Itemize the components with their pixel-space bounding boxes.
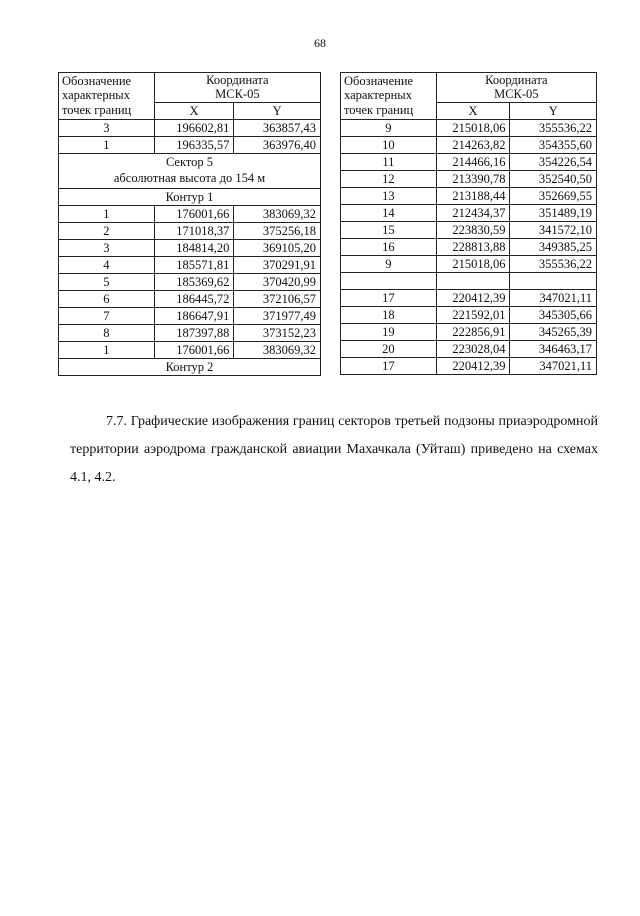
- cell-point: 1: [59, 205, 155, 222]
- cell-point: 20: [341, 340, 437, 357]
- cell-x: 171018,37: [154, 222, 234, 239]
- cell-point: 9: [341, 119, 437, 136]
- cell-x: 186445,72: [154, 290, 234, 307]
- cell-point: 7: [59, 307, 155, 324]
- empty-cell: [510, 272, 597, 289]
- header-label-line: характерных: [62, 88, 130, 103]
- header-label-line: характерных: [344, 88, 412, 103]
- cell-y: 363857,43: [234, 119, 321, 136]
- table-row: [59, 136, 321, 153]
- cell-y: 383069,32: [234, 205, 321, 222]
- cell-x: 213390,78: [436, 170, 510, 187]
- cell-y: 352540,50: [510, 170, 597, 187]
- table-row: [341, 357, 597, 374]
- cell-point: 1: [59, 341, 155, 358]
- table-row: [59, 256, 321, 273]
- paragraph-7-7: [70, 408, 598, 492]
- section-heading-line: абсолютная высота до 154 м: [113, 170, 266, 185]
- empty-cell: [341, 272, 437, 289]
- header-label-line: точек границ: [62, 102, 132, 117]
- header-coord-line: Координата: [206, 73, 269, 87]
- section-heading: [59, 188, 321, 205]
- paragraph-number: 7.7.: [106, 414, 127, 429]
- cell-point: 5: [59, 273, 155, 290]
- cell-y: 355536,22: [510, 119, 597, 136]
- table-row: [341, 340, 597, 357]
- cell-point: 18: [341, 306, 437, 323]
- cell-point: 8: [59, 324, 155, 341]
- cell-x: 196335,57: [154, 136, 234, 153]
- cell-point: 1: [59, 136, 155, 153]
- empty-row: [341, 272, 597, 289]
- cell-x: 214466,16: [436, 153, 510, 170]
- cell-point: 17: [341, 357, 437, 374]
- empty-cell: [436, 272, 510, 289]
- table-row: [341, 221, 597, 238]
- table-row: [341, 289, 597, 306]
- column-header-coordinate: [154, 73, 320, 103]
- cell-x: 214263,82: [436, 136, 510, 153]
- table-row: [59, 222, 321, 239]
- cell-point: 2: [59, 222, 155, 239]
- cell-y: 370420,99: [234, 273, 321, 290]
- paragraph-text: Графические изображения границ секторов третьей подзоны приаэродромной территории аэродрома гражданской авиации Махачкала (Уйташ) приведено на схемах 4.1, 4.2.: [70, 414, 598, 485]
- table-body: [341, 119, 597, 374]
- cell-point: 6: [59, 290, 155, 307]
- cell-y: 351489,19: [510, 204, 597, 221]
- table-row: [59, 239, 321, 256]
- cell-x: 223028,04: [436, 340, 510, 357]
- cell-x: 221592,01: [436, 306, 510, 323]
- column-header-x: X: [154, 102, 234, 119]
- table-row: [341, 255, 597, 272]
- cell-point: 10: [341, 136, 437, 153]
- cell-y: 373152,23: [234, 324, 321, 341]
- section-row: [59, 188, 321, 205]
- table-row: [341, 323, 597, 340]
- section-heading: [59, 358, 321, 375]
- cell-y: 345265,39: [510, 323, 597, 340]
- section-row: [59, 358, 321, 375]
- table-row: [59, 290, 321, 307]
- section-row: [59, 153, 321, 188]
- cell-point: 12: [341, 170, 437, 187]
- table-row: [59, 307, 321, 324]
- table-row: [341, 119, 597, 136]
- cell-point: 3: [59, 239, 155, 256]
- cell-x: 187397,88: [154, 324, 234, 341]
- cell-y: 370291,91: [234, 256, 321, 273]
- cell-x: 184814,20: [154, 239, 234, 256]
- cell-x: 215018,06: [436, 255, 510, 272]
- column-header-coordinate: [436, 73, 596, 103]
- header-label-line: Обозначение: [344, 74, 414, 88]
- table-row: [59, 119, 321, 136]
- table-body: [59, 119, 321, 375]
- coordinates-table-left: [58, 72, 321, 376]
- cell-point: 15: [341, 221, 437, 238]
- header-label-line: Обозначение: [62, 74, 132, 88]
- cell-y: 355536,22: [510, 255, 597, 272]
- table-row: [59, 324, 321, 341]
- cell-point: 16: [341, 238, 437, 255]
- cell-y: 369105,20: [234, 239, 321, 256]
- cell-y: 383069,32: [234, 341, 321, 358]
- section-heading-line: Контур 2: [165, 359, 214, 374]
- cell-x: 186647,91: [154, 307, 234, 324]
- column-header-point-label: [341, 73, 437, 120]
- cell-x: 223830,59: [436, 221, 510, 238]
- header-coord-line: Координата: [485, 73, 548, 87]
- table-row: [59, 273, 321, 290]
- cell-y: 345305,66: [510, 306, 597, 323]
- cell-x: 176001,66: [154, 205, 234, 222]
- header-label-line: точек границ: [344, 102, 414, 117]
- header-coord-line: МСК-05: [215, 87, 260, 102]
- cell-y: 363976,40: [234, 136, 321, 153]
- table-row: [59, 341, 321, 358]
- cell-point: 4: [59, 256, 155, 273]
- table-row: [341, 170, 597, 187]
- cell-point: 17: [341, 289, 437, 306]
- table-row: [341, 153, 597, 170]
- header-coord-line: МСК-05: [494, 87, 539, 102]
- cell-x: 212434,37: [436, 204, 510, 221]
- cell-y: 349385,25: [510, 238, 597, 255]
- table-row: [341, 204, 597, 221]
- table-row: [341, 306, 597, 323]
- cell-y: 354355,60: [510, 136, 597, 153]
- section-heading-line: Контур 1: [165, 189, 214, 204]
- section-heading: [59, 153, 321, 188]
- column-header-y: Y: [510, 102, 597, 119]
- page-number: 68: [314, 36, 326, 50]
- table-row: [341, 187, 597, 204]
- cell-y: 341572,10: [510, 221, 597, 238]
- cell-y: 347021,11: [510, 289, 597, 306]
- cell-x: 228813,88: [436, 238, 510, 255]
- column-header-y: Y: [234, 102, 321, 119]
- table-row: [341, 238, 597, 255]
- cell-y: 346463,17: [510, 340, 597, 357]
- cell-y: 371977,49: [234, 307, 321, 324]
- cell-y: 372106,57: [234, 290, 321, 307]
- cell-x: 185369,62: [154, 273, 234, 290]
- table-row: [341, 136, 597, 153]
- column-header-x: X: [436, 102, 510, 119]
- cell-x: 213188,44: [436, 187, 510, 204]
- cell-point: 9: [341, 255, 437, 272]
- cell-y: 375256,18: [234, 222, 321, 239]
- column-header-point-label: [59, 73, 155, 120]
- cell-y: 352669,55: [510, 187, 597, 204]
- cell-y: 347021,11: [510, 357, 597, 374]
- cell-point: 11: [341, 153, 437, 170]
- table-row: [59, 205, 321, 222]
- cell-point: 14: [341, 204, 437, 221]
- cell-x: 185571,81: [154, 256, 234, 273]
- cell-point: 3: [59, 119, 155, 136]
- cell-x: 222856,91: [436, 323, 510, 340]
- cell-x: 215018,06: [436, 119, 510, 136]
- cell-x: 220412,39: [436, 289, 510, 306]
- cell-x: 220412,39: [436, 357, 510, 374]
- cell-y: 354226,54: [510, 153, 597, 170]
- cell-point: 19: [341, 323, 437, 340]
- section-heading-line: Сектор 5: [165, 155, 214, 170]
- cell-x: 176001,66: [154, 341, 234, 358]
- cell-x: 196602,81: [154, 119, 234, 136]
- coordinates-table-right: [340, 72, 597, 375]
- cell-point: 13: [341, 187, 437, 204]
